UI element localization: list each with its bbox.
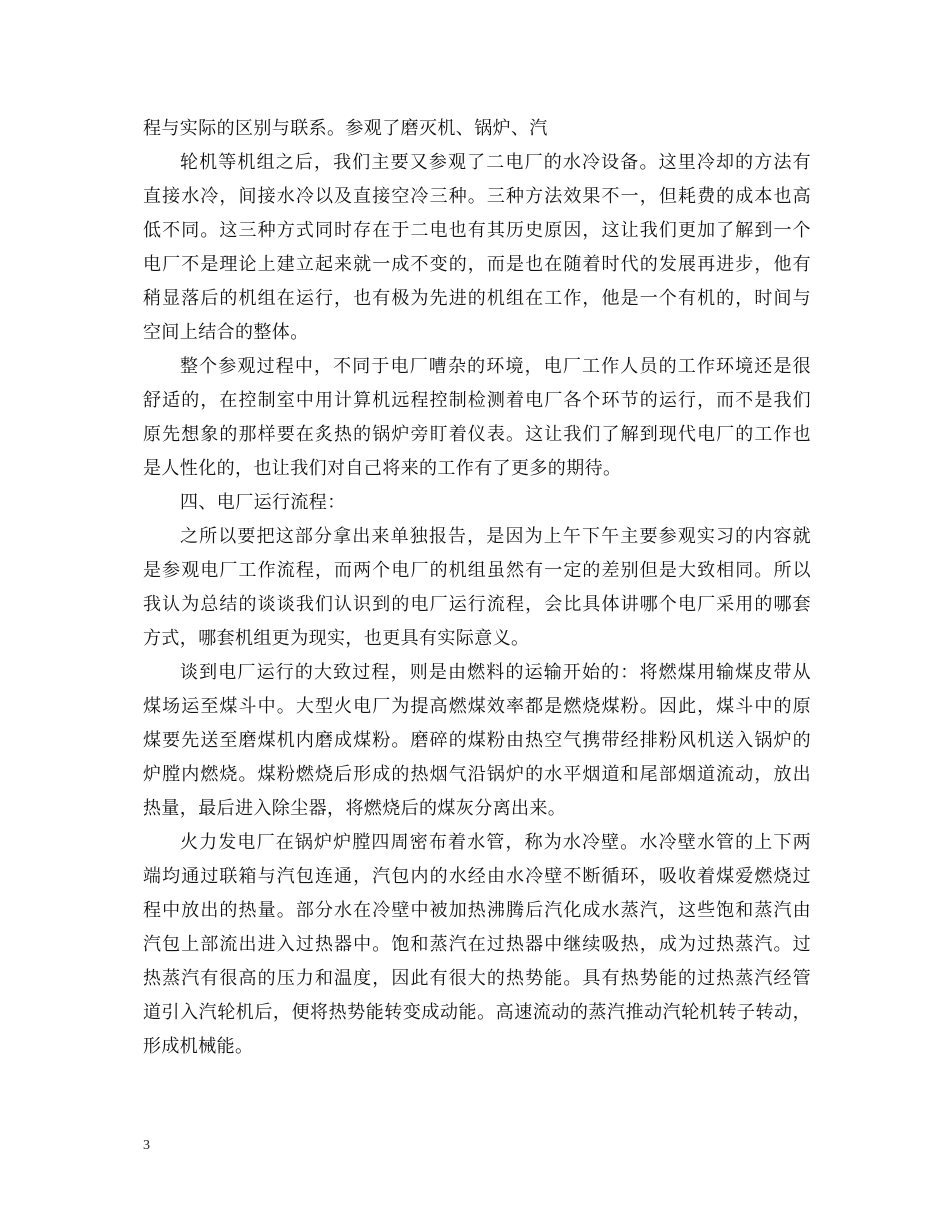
paragraph-line: 舒适的，在控制室中用计算机远程控制检测着电厂各个环节的运行，而不是我们 bbox=[143, 390, 811, 411]
paragraph-line: 轮机等机组之后，我们主要又参观了二电厂的水冷设备。这里冷却的方法有 bbox=[180, 152, 811, 173]
paragraph-line: 直接水冷，间接水冷以及直接空冷三种。三种方法效果不一，但耗费的成本也高 bbox=[143, 186, 811, 207]
paragraph-line: 程与实际的区别与联系。参观了磨灭机、锅炉、汽 bbox=[143, 118, 548, 139]
paragraph-line: 谈到电厂运行的大致过程，则是由燃料的运输开始的：将燃煤用输煤皮带从 bbox=[180, 662, 811, 683]
paragraph-line: 电厂不是理论上建立起来就一成不变的，而是也在随着时代的发展再进步，他有 bbox=[143, 254, 811, 275]
paragraph-line: 之所以要把这部分拿出来单独报告，是因为上午下午主要参观实习的内容就 bbox=[180, 526, 811, 547]
paragraph-line: 形成机械能。 bbox=[143, 1036, 254, 1057]
body-text bbox=[143, 112, 811, 1064]
paragraph-line: 煤场运至煤斗中。大型火电厂为提高燃煤效率都是燃烧煤粉。因此，煤斗中的原 bbox=[143, 696, 811, 717]
paragraph-line: 道引入汽轮机后，便将热势能转变成动能。高速流动的蒸汽推动汽轮机转子转动， bbox=[143, 1002, 811, 1023]
paragraph-line: 热量，最后进入除尘器，将燃烧后的煤灰分离出来。 bbox=[143, 798, 567, 819]
paragraph-line: 空间上结合的整体。 bbox=[143, 322, 309, 343]
paragraph-line: 我认为总结的谈谈我们认识到的电厂运行流程，会比具体讲哪个电厂采用的哪套 bbox=[143, 594, 811, 615]
paragraph-line: 低不同。这三种方式同时存在于二电也有其历史原因，这让我们更加了解到一个 bbox=[143, 220, 811, 241]
paragraph-line: 整个参观过程中，不同于电厂嘈杂的环境，电厂工作人员的工作环境还是很 bbox=[180, 356, 811, 377]
paragraph-line: 四、电厂运行流程： bbox=[180, 492, 346, 513]
paragraph-line: 火力发电厂在锅炉炉膛四周密布着水管，称为水冷壁。水冷壁水管的上下两 bbox=[180, 832, 811, 853]
paragraph-line: 汽包上部流出进入过热器中。饱和蒸汽在过热器中继续吸热，成为过热蒸汽。过 bbox=[143, 934, 811, 955]
paragraph-line: 原先想象的那样要在炙热的锅炉旁盯着仪表。这让我们了解到现代电厂的工作也 bbox=[143, 424, 811, 445]
paragraph-line: 炉膛内燃烧。煤粉燃烧后形成的热烟气沿锅炉的水平烟道和尾部烟道流动，放出 bbox=[143, 764, 811, 785]
paragraph-line: 是参观电厂工作流程，而两个电厂的机组虽然有一定的差别但是大致相同。所以 bbox=[143, 560, 811, 581]
paragraph-line: 程中放出的热量。部分水在冷壁中被加热沸腾后汽化成水蒸汽，这些饱和蒸汽由 bbox=[143, 900, 811, 921]
paragraph-line: 热蒸汽有很高的压力和温度，因此有很大的热势能。具有热势能的过热蒸汽经管 bbox=[143, 968, 811, 989]
paragraph-line: 是人性化的，也让我们对自己将来的工作有了更多的期待。 bbox=[143, 458, 622, 479]
page-number: 3 bbox=[143, 1138, 150, 1153]
paragraph-line: 端均通过联箱与汽包连通，汽包内的水经由水冷壁不断循环，吸收着煤爱燃烧过 bbox=[143, 866, 811, 887]
paragraph-line: 稍显落后的机组在运行，也有极为先进的机组在工作，他是一个有机的，时间与 bbox=[143, 288, 811, 309]
paragraph-line: 方式，哪套机组更为现实，也更具有实际意义。 bbox=[143, 628, 530, 649]
paragraph-line: 煤要先送至磨煤机内磨成煤粉。磨碎的煤粉由热空气携带经排粉风机送入锅炉的 bbox=[143, 730, 811, 751]
